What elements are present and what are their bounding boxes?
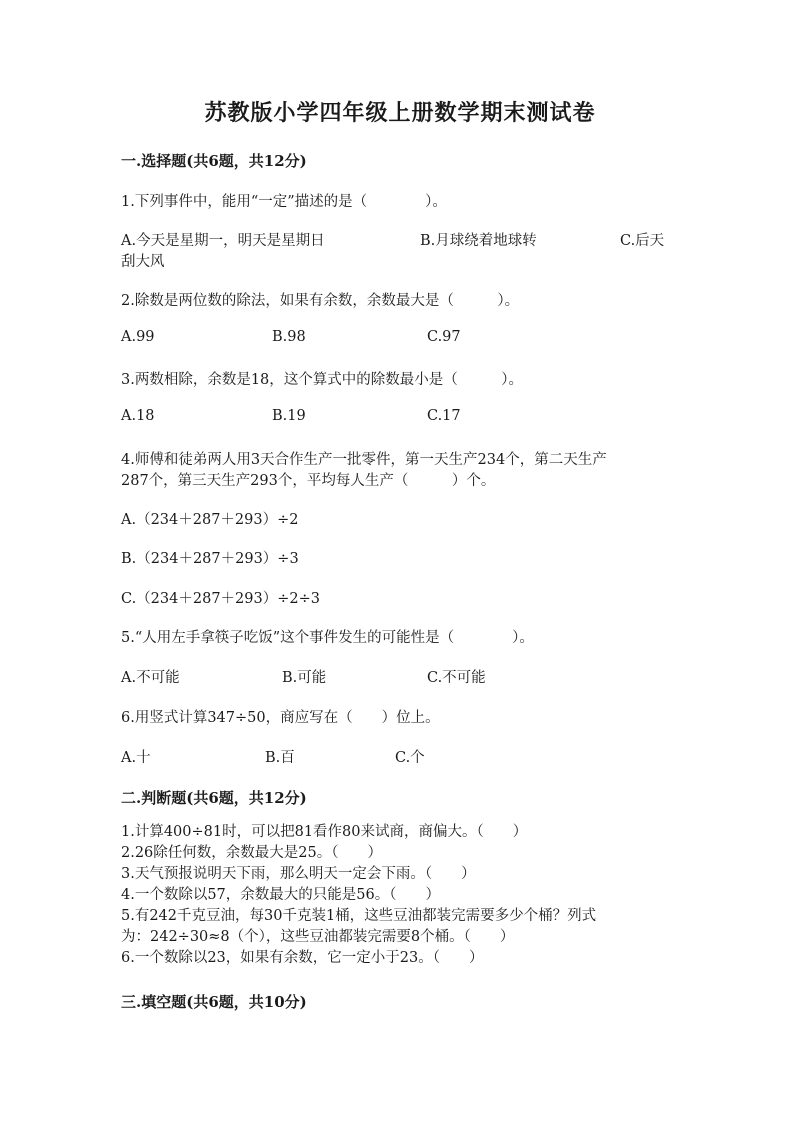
section-heading-choice: 一.选择题(共6题，共12分) <box>121 152 307 170</box>
judgement-item-3: 3.天气预报说明天下雨，那么明天一定会下雨。（ ） <box>121 866 476 882</box>
question-6-option-a: A.十 <box>121 750 151 766</box>
question-5-option-a: A.不可能 <box>121 670 180 686</box>
question-4-stem-line-2: 287个，第三天生产293个，平均每人生产（ ）个。 <box>121 473 496 489</box>
question-3-option-a: A.18 <box>121 408 155 424</box>
question-3-option-b: B.19 <box>272 408 306 424</box>
judgement-item-5-line-2: 为：242÷30≈8（个），这些豆油都装完需要8个桶。（ ） <box>121 929 515 945</box>
question-1-option-a: A.今天是星期一，明天是星期日 <box>121 233 325 249</box>
question-1-option-c: C.后天 <box>620 233 665 249</box>
judgement-item-6: 6.一个数除以23，如果有余数，它一定小于23。（ ） <box>121 950 484 966</box>
question-2-option-a: A.99 <box>121 329 155 345</box>
question-4-option-c: C.（234＋287＋293）÷2÷3 <box>121 591 320 607</box>
question-3-option-c: C.17 <box>427 408 461 424</box>
question-6-option-b: B.百 <box>265 750 295 766</box>
exam-title: 苏教版小学四年级上册数学期末测试卷 <box>204 100 596 126</box>
question-4-option-a: A.（234＋287＋293）÷2 <box>121 512 299 528</box>
section-heading-judgement: 二.判断题(共6题，共12分) <box>121 789 307 807</box>
judgement-item-1: 1.计算400÷81时，可以把81看作80来试商，商偏大。（ ） <box>121 824 528 840</box>
question-2-option-c: C.97 <box>427 329 461 345</box>
judgement-list <box>121 822 681 969</box>
judgement-item-2: 2.26除任何数，余数最大是25。（ ） <box>121 845 382 861</box>
question-2-option-b: B.98 <box>272 329 306 345</box>
question-5-option-c: C.不可能 <box>427 670 486 686</box>
question-2-stem: 2.除数是两位数的除法，如果有余数，余数最大是（ ）。 <box>121 293 520 309</box>
section-heading-fill-in: 三.填空题(共6题，共10分) <box>121 993 307 1011</box>
question-4-option-b: B.（234＋287＋293）÷3 <box>121 551 299 567</box>
judgement-item-5-line-1: 5.有242千克豆油，每30千克装1桶，这些豆油都装完需要多少个桶？列式 <box>121 908 597 924</box>
question-1-stem: 1.下列事件中，能用“一定”描述的是（ ）。 <box>121 194 447 210</box>
question-4-stem-line-1: 4.师傅和徒弟两人用3天合作生产一批零件，第一天生产234个，第二天生产 <box>121 452 607 468</box>
question-6-stem: 6.用竖式计算347÷50，商应写在（ ）位上。 <box>121 710 440 726</box>
question-1-option-c-continued: 刮大风 <box>121 254 165 270</box>
judgement-item-4: 4.一个数除以57，余数最大的只能是56。（ ） <box>121 887 440 903</box>
question-1-option-b: B.月球绕着地球转 <box>420 233 537 249</box>
question-5-stem: 5.“人用左手拿筷子吃饭”这个事件发生的可能性是（ ）。 <box>121 630 534 646</box>
question-5-option-b: B.可能 <box>282 670 327 686</box>
question-3-stem: 3.两数相除，余数是18，这个算式中的除数最小是（ ）。 <box>121 372 524 388</box>
question-6-option-c: C.个 <box>395 750 425 766</box>
